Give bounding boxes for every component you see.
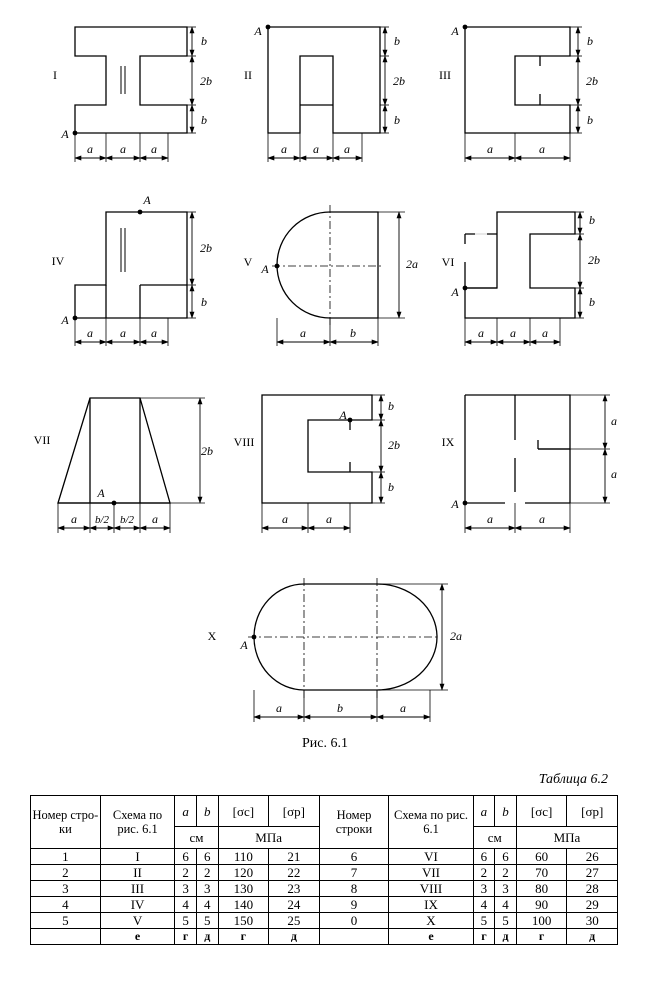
footer-cell: г xyxy=(175,929,197,945)
table-cell-sc: 140 xyxy=(218,897,269,913)
dimension-label: a xyxy=(510,326,516,340)
scheme-label: X xyxy=(207,629,217,643)
dimension-label: 2b xyxy=(393,74,405,88)
table-cell-n: 5 xyxy=(31,913,101,929)
table-cell-b2: 4 xyxy=(495,897,517,913)
dimension-label: a xyxy=(300,326,306,340)
table-cell-a2: 3 xyxy=(473,881,495,897)
table-cell-a2: 6 xyxy=(473,849,495,865)
scheme-label: II xyxy=(244,68,252,82)
dimension-label: a xyxy=(478,326,484,340)
table-cell-sp2: 28 xyxy=(567,881,618,897)
table-cell-b: 3 xyxy=(196,881,218,897)
scheme-label: IV xyxy=(51,254,65,268)
scheme-label: III xyxy=(439,68,451,82)
table-cell-sp: 22 xyxy=(269,865,320,881)
header-row-number-right: Номер строки xyxy=(319,796,389,849)
header-unit-mpa-right: МПа xyxy=(516,827,617,849)
scheme-vii xyxy=(34,398,213,533)
scheme-vi xyxy=(442,212,600,346)
dimension-label: b xyxy=(394,34,400,48)
point-a-marker xyxy=(275,264,280,269)
scheme-iv xyxy=(52,193,212,346)
header-a: a xyxy=(175,796,197,827)
table-cell-scheme: IV xyxy=(100,897,175,913)
header-unit-mpa: МПа xyxy=(218,827,319,849)
point-a-marker xyxy=(73,131,78,136)
dimension-label: b xyxy=(587,113,593,127)
header-b-right: b xyxy=(495,796,517,827)
table-cell-a: 5 xyxy=(175,913,197,929)
dimension-label: a xyxy=(87,326,93,340)
table-cell-b: 6 xyxy=(196,849,218,865)
table-cell-a2: 5 xyxy=(473,913,495,929)
dimension-label: a xyxy=(539,142,545,156)
table-cell-n2: 0 xyxy=(319,913,389,929)
scheme-viii xyxy=(234,395,400,533)
table-cell-scheme2: VIII xyxy=(389,881,473,897)
point-a-marker xyxy=(73,316,78,321)
table-cell-b: 4 xyxy=(196,897,218,913)
table-cell-b2: 2 xyxy=(495,865,517,881)
dimension-label: 2b xyxy=(388,438,400,452)
scheme-label: VII xyxy=(33,433,51,447)
dimension-label: a xyxy=(282,512,288,526)
scheme-ii xyxy=(244,24,405,162)
table-cell-n2: 8 xyxy=(319,881,389,897)
dimension-label: a xyxy=(611,414,617,428)
dimension-label: a xyxy=(120,142,126,156)
scheme-label: VIII xyxy=(233,435,255,449)
table-cell-b2: 6 xyxy=(495,849,517,865)
point-a-marker xyxy=(463,25,468,30)
table-row xyxy=(31,865,618,881)
table-cell-sp2: 30 xyxy=(567,913,618,929)
table-cell-sp2: 29 xyxy=(567,897,618,913)
table-cell-sp: 21 xyxy=(269,849,320,865)
point-a-marker xyxy=(348,418,353,423)
table-cell-a: 4 xyxy=(175,897,197,913)
table-cell-scheme: III xyxy=(100,881,175,897)
table-cell-sp2: 26 xyxy=(567,849,618,865)
dimension-label: a xyxy=(151,142,157,156)
header-a-right: a xyxy=(473,796,495,827)
table-cell-scheme2: X xyxy=(389,913,473,929)
footer-cell xyxy=(319,929,389,945)
scheme-iii xyxy=(439,24,598,162)
dimension-label: b xyxy=(201,295,207,309)
footer-cell: е xyxy=(100,929,175,945)
table-cell-a: 2 xyxy=(175,865,197,881)
table-cell-scheme: I xyxy=(100,849,175,865)
point-a-label: A xyxy=(261,262,269,276)
dimension-label: b xyxy=(201,34,207,48)
point-a-label: A xyxy=(451,285,459,299)
footer-cell: г xyxy=(516,929,567,945)
dimension-label: a xyxy=(313,142,319,156)
dimension-label: a xyxy=(539,512,545,526)
table-cell-sc: 120 xyxy=(218,865,269,881)
header-row-number: Номер стро- ки xyxy=(31,796,101,849)
table-cell-scheme2: IX xyxy=(389,897,473,913)
footer-cell: д xyxy=(269,929,320,945)
table-cell-b: 5 xyxy=(196,913,218,929)
point-a-marker xyxy=(463,501,468,506)
table-cell-b2: 3 xyxy=(495,881,517,897)
dimension-label: a xyxy=(71,512,77,526)
dimension-label: b xyxy=(388,399,394,413)
table-cell-sc2: 60 xyxy=(516,849,567,865)
table-cell-n: 1 xyxy=(31,849,101,865)
header-sigma-c: [σc] xyxy=(218,796,269,827)
table-cell-sc: 130 xyxy=(218,881,269,897)
point-a-marker xyxy=(252,635,257,640)
table-cell-sc2: 100 xyxy=(516,913,567,929)
scheme-label: I xyxy=(53,68,57,82)
table-cell-scheme: II xyxy=(100,865,175,881)
dimension-label: a xyxy=(326,512,332,526)
dimension-label: a xyxy=(611,467,617,481)
table-cell-n: 3 xyxy=(31,881,101,897)
dimension-label: 2b xyxy=(586,74,598,88)
table-cell-n: 2 xyxy=(31,865,101,881)
header-scheme: Схема по рис. 6.1 xyxy=(100,796,175,849)
dimension-label: a xyxy=(281,142,287,156)
dimension-label: a xyxy=(152,512,158,526)
dimension-label: 2b xyxy=(201,444,213,458)
table-cell-scheme: V xyxy=(100,913,175,929)
point-a-label: A xyxy=(240,638,248,652)
table-title: Таблица 6.2 xyxy=(538,772,608,787)
dimension-label: a xyxy=(542,326,548,340)
scheme-x xyxy=(208,578,462,722)
dimension-label: b xyxy=(589,213,595,227)
dimension-label: b xyxy=(394,113,400,127)
dimension-label: a xyxy=(276,701,282,715)
table-row xyxy=(31,881,618,897)
table-cell-sc: 150 xyxy=(218,913,269,929)
point-a-label: A xyxy=(254,24,262,38)
dimension-label: 2a xyxy=(406,257,418,271)
dimension-label: b xyxy=(350,326,356,340)
scheme-label: IX xyxy=(441,435,455,449)
dimension-label: a xyxy=(400,701,406,715)
dimension-label: a xyxy=(487,142,493,156)
footer-cell: е xyxy=(389,929,473,945)
header-sigma-c-right: [σc] xyxy=(516,796,567,827)
table-cell-a: 3 xyxy=(175,881,197,897)
dimension-label: b xyxy=(337,701,343,715)
table-cell-scheme2: VII xyxy=(389,865,473,881)
dimension-label: b xyxy=(587,34,593,48)
table-cell-a2: 4 xyxy=(473,897,495,913)
dimension-label: a xyxy=(487,512,493,526)
table-cell-b2: 5 xyxy=(495,913,517,929)
table-cell-sp: 23 xyxy=(269,881,320,897)
dimension-label: b xyxy=(589,295,595,309)
scheme-v xyxy=(244,205,418,346)
footer-cell: д xyxy=(567,929,618,945)
scheme-ix xyxy=(442,395,617,533)
scheme-label: VI xyxy=(441,255,455,269)
point-a-label: A xyxy=(61,313,69,327)
dimension-label: 2b xyxy=(588,253,600,267)
table-cell-sc2: 90 xyxy=(516,897,567,913)
table-cell-sp2: 27 xyxy=(567,865,618,881)
dimension-label: a xyxy=(120,326,126,340)
table-cell-n2: 6 xyxy=(319,849,389,865)
footer-cell: г xyxy=(473,929,495,945)
header-unit-cm: см xyxy=(175,827,218,849)
scheme-label: V xyxy=(243,255,253,269)
table-cell-n2: 7 xyxy=(319,865,389,881)
table-cell-sc2: 80 xyxy=(516,881,567,897)
variants-table xyxy=(30,795,618,945)
table-cell-sc: 110 xyxy=(218,849,269,865)
table-row xyxy=(31,913,618,929)
table-cell-n: 4 xyxy=(31,897,101,913)
table-footer-row xyxy=(31,929,618,945)
point-a-marker xyxy=(112,501,117,506)
table-cell-n2: 9 xyxy=(319,897,389,913)
dimension-label: 2b xyxy=(200,241,212,255)
header-unit-cm-right: см xyxy=(473,827,516,849)
point-a-marker xyxy=(138,210,143,215)
dimension-label: a xyxy=(87,142,93,156)
scheme-i xyxy=(53,27,212,162)
point-a-marker xyxy=(463,286,468,291)
header-sigma-p: [σp] xyxy=(269,796,320,827)
table-row xyxy=(31,849,618,865)
footer-cell: д xyxy=(495,929,517,945)
table-cell-sp: 24 xyxy=(269,897,320,913)
dimension-label: a xyxy=(151,326,157,340)
table-cell-sc2: 70 xyxy=(516,865,567,881)
header-b: b xyxy=(196,796,218,827)
footer-cell: г xyxy=(218,929,269,945)
point-a-label: A xyxy=(339,408,347,422)
table-cell-a: 6 xyxy=(175,849,197,865)
dimension-label: b xyxy=(201,113,207,127)
header-scheme-right: Схема по рис. 6.1 xyxy=(389,796,473,849)
dimension-label: a xyxy=(344,142,350,156)
dimension-label: b/2 xyxy=(119,514,135,526)
table-row xyxy=(31,897,618,913)
point-a-label: A xyxy=(451,497,459,511)
point-a-marker xyxy=(266,25,271,30)
point-a-label: A xyxy=(61,127,69,141)
table-cell-a2: 2 xyxy=(473,865,495,881)
footer-cell: д xyxy=(196,929,218,945)
table-cell-b: 2 xyxy=(196,865,218,881)
dimension-label: b xyxy=(388,480,394,494)
dimension-label: 2a xyxy=(450,629,462,643)
dimension-label: b/2 xyxy=(94,514,110,526)
footer-cell xyxy=(31,929,101,945)
table-cell-sp: 25 xyxy=(269,913,320,929)
point-a-label: A xyxy=(97,486,105,500)
header-sigma-p-right: [σp] xyxy=(567,796,618,827)
table-cell-scheme2: VI xyxy=(389,849,473,865)
figure-caption: Рис. 6.1 xyxy=(302,736,348,751)
point-a-label: A xyxy=(451,24,459,38)
dimension-label: 2b xyxy=(200,74,212,88)
point-a-label: A xyxy=(143,193,151,207)
